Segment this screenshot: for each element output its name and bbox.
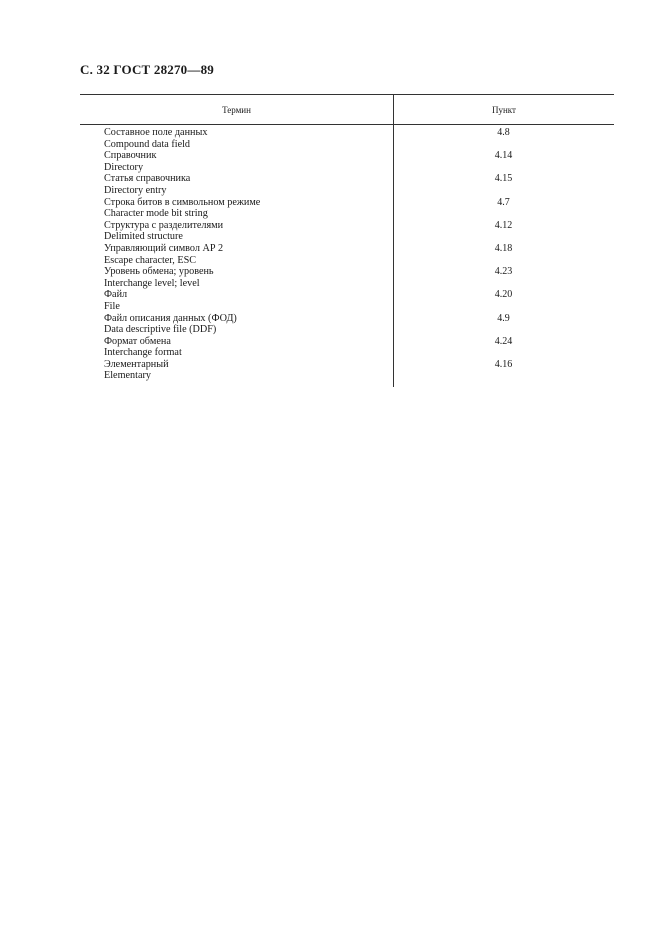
term-english: Elementary — [104, 370, 151, 382]
term-russian: Составное поле данных — [104, 127, 208, 138]
term-russian: Управляющий символ АР 2 — [104, 242, 224, 254]
column-divider — [393, 125, 394, 387]
item-number: 4.20 — [494, 289, 513, 301]
term-russian: Элементарный — [104, 358, 169, 370]
table-body — [80, 125, 614, 384]
term-russian: Файл — [104, 289, 128, 301]
table-row — [80, 150, 513, 173]
term-english: Delimited structure — [104, 231, 183, 243]
table-row — [80, 335, 513, 359]
table-row — [80, 358, 513, 382]
term-english: Compound data field — [104, 138, 191, 150]
term-english: Directory entry — [104, 184, 167, 196]
table-row — [80, 312, 510, 336]
term-russian: Строка битов в символьном режиме — [104, 196, 261, 208]
term-english: Directory — [104, 161, 144, 173]
terms-column — [80, 125, 513, 384]
item-number: 4.14 — [494, 150, 513, 162]
table-row — [80, 173, 513, 196]
table-row — [80, 196, 510, 220]
table-row — [80, 266, 513, 289]
term-russian: Структура с разделителями — [104, 219, 224, 231]
item-number: 4.9 — [497, 312, 510, 324]
table-row — [80, 289, 513, 312]
table-row — [80, 219, 513, 243]
term-english: Data descriptive file (DDF) — [104, 324, 217, 336]
column-header-terms: Термин — [222, 104, 251, 115]
column-header-item: Пункт — [393, 95, 614, 124]
item-number: 4.24 — [494, 335, 513, 347]
term-russian: Формат обмена — [104, 335, 171, 347]
term-russian: Файл описания данных (ФОД) — [104, 312, 237, 324]
item-number: 4.16 — [494, 358, 513, 370]
term-russian: Справочник — [104, 150, 157, 162]
term-english: File — [104, 300, 120, 312]
term-russian: Уровень обмена; уровень — [104, 266, 214, 278]
item-number: 4.23 — [494, 266, 513, 278]
term-russian: Статья справочника — [104, 173, 191, 185]
item-number: 4.8 — [497, 127, 510, 138]
item-number: 4.15 — [494, 173, 513, 185]
table-row — [80, 242, 513, 266]
page-title: С. 32 ГОСТ 28270—89 — [80, 62, 214, 77]
term-english: Character mode bit string — [104, 208, 208, 220]
term-english: Escape character, ESC — [104, 254, 197, 266]
item-number: 4.18 — [494, 242, 513, 254]
term-english: Interchange level; level — [104, 277, 200, 289]
terms-index-table — [80, 94, 614, 384]
table-header-row — [80, 94, 614, 125]
term-english: Interchange format — [104, 347, 182, 359]
table-row — [80, 127, 510, 150]
item-number: 4.7 — [497, 196, 510, 208]
item-number: 4.12 — [494, 219, 513, 231]
